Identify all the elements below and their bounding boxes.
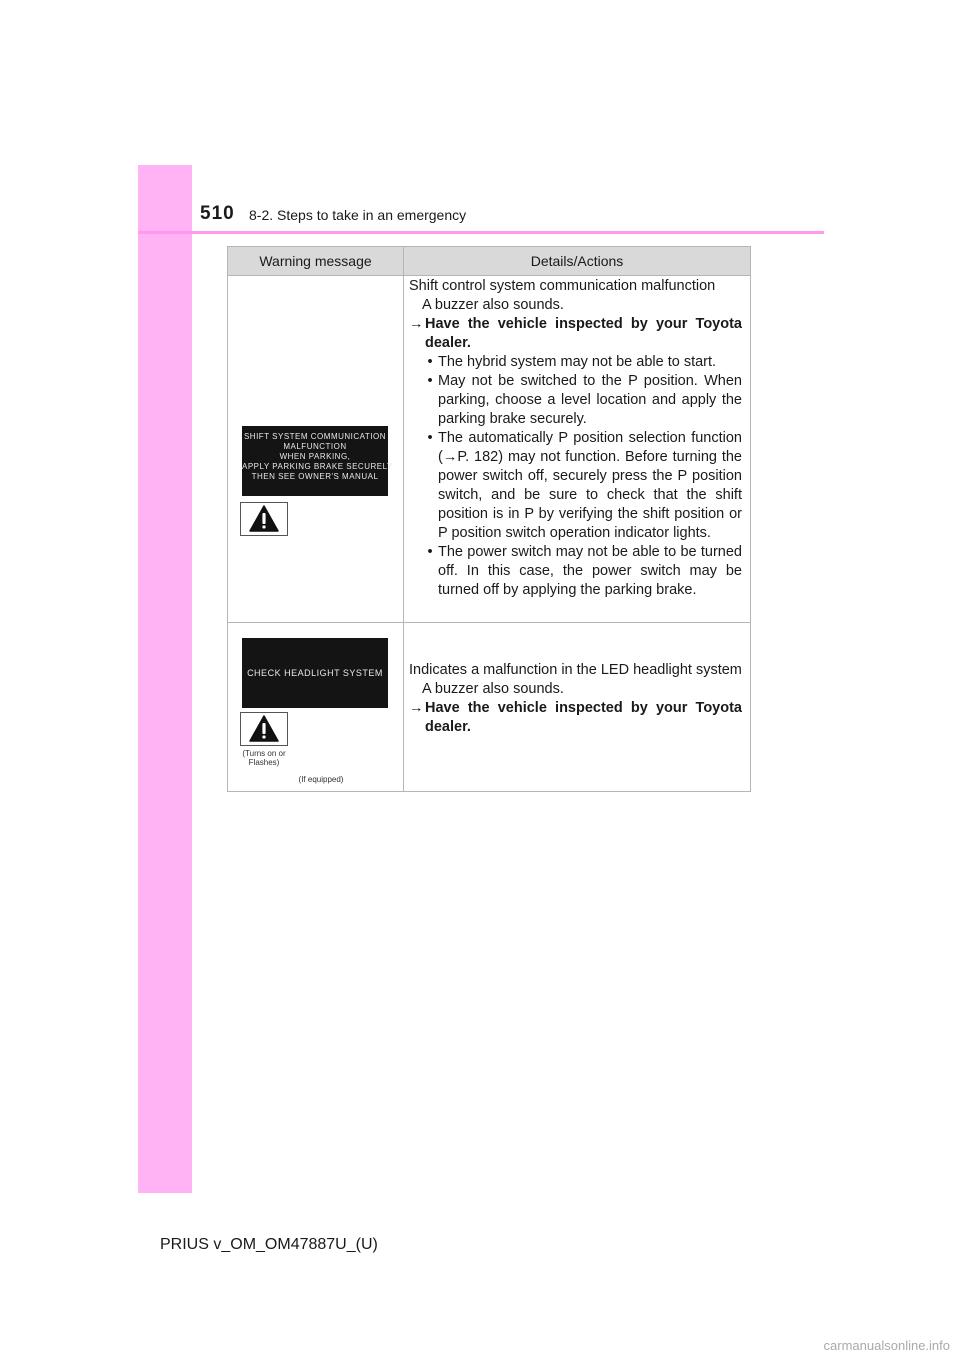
details-cell	[404, 623, 751, 792]
action-line	[409, 315, 742, 353]
footer-model-code: PRIUS v_OM_OM47887U_(U)	[160, 1236, 378, 1253]
column-header-details-actions: Details/Actions	[404, 247, 751, 276]
column-header-warning-message: Warning message	[228, 247, 404, 276]
action-text: Have the vehicle inspected by your Toyota dealer.	[425, 700, 742, 735]
list-item: • May not be switched to the P position. When parking, choose a level location and apply the parking brake securely.	[427, 373, 742, 427]
bullet-text: The automatically P position selection function (→P. 182) may not function. Before turning the power switch off, securely press the P position switch, and be sure to check that the shift position is in P by verifying the shift position or P position switch operation indicator lights.	[438, 430, 742, 541]
display-line: THEN SEE OWNER'S MANUAL	[251, 472, 379, 481]
list-item: • The hybrid system may not be able to start.	[409, 353, 742, 372]
master-warning-light	[240, 712, 288, 746]
details-cell	[404, 276, 751, 623]
list-item: • The automatically P position selection function (→P. 182) may not function. Before turning the power switch off, securely press the P position switch, and be sure to check that the shift position is in P by verifying the shift position or P position switch operation indicator lights.	[427, 430, 742, 541]
table-row	[228, 623, 751, 792]
chapter-side-tab	[138, 165, 192, 1193]
malfunction-title: Shift control system communication malfunction	[409, 278, 716, 294]
shift-system-display	[242, 426, 393, 496]
turns-on-note: (Turns on or Flashes)	[242, 749, 286, 767]
warning-message-table	[227, 246, 751, 792]
bullet-text: May not be switched to the P position. When parking, choose a level location and apply the parking brake securely.	[438, 373, 742, 427]
page-number: 510	[200, 203, 235, 224]
table-row	[228, 276, 751, 623]
warning-message-cell	[228, 276, 404, 623]
bullet-text: The hybrid system may not be able to start.	[438, 354, 717, 370]
header-rule	[138, 231, 824, 234]
buzzer-note: A buzzer also sounds.	[422, 681, 564, 697]
display-line: APPLY PARKING BRAKE SECURELY	[242, 462, 393, 471]
warning-triangle-icon	[249, 505, 279, 533]
master-warning-light	[240, 502, 288, 536]
arrow-icon: →	[409, 700, 424, 716]
display-line: SHIFT SYSTEM COMMUNICATION	[243, 432, 387, 441]
display-line: WHEN PARKING,	[279, 452, 351, 461]
action-line	[409, 699, 742, 737]
table-header-row	[228, 247, 751, 276]
list-item: • The power switch may not be able to be turned off. In this case, the power switch may be turned off by applying the parking brake.	[427, 544, 742, 598]
bullet-text: The power switch may not be able to be turned off. In this case, the power switch may be turned off by applying the parking brake.	[438, 544, 742, 598]
warning-triangle-icon	[249, 715, 279, 743]
if-equipped-note: (If equipped)	[298, 775, 344, 784]
watermark: carmanualsonline.info	[823, 1338, 950, 1353]
section-title: 8-2. Steps to take in an emergency	[249, 207, 467, 223]
buzzer-note: A buzzer also sounds.	[422, 297, 564, 313]
arrow-icon: →	[409, 316, 424, 332]
headlight-system-display: CHECK HEADLIGHT SYSTEM	[242, 638, 388, 708]
action-text: Have the vehicle inspected by your Toyota dealer.	[425, 316, 742, 351]
display-line: MALFUNCTION	[283, 442, 347, 451]
warning-message-cell	[228, 623, 404, 792]
malfunction-title: Indicates a malfunction in the LED headlight system	[409, 662, 742, 678]
